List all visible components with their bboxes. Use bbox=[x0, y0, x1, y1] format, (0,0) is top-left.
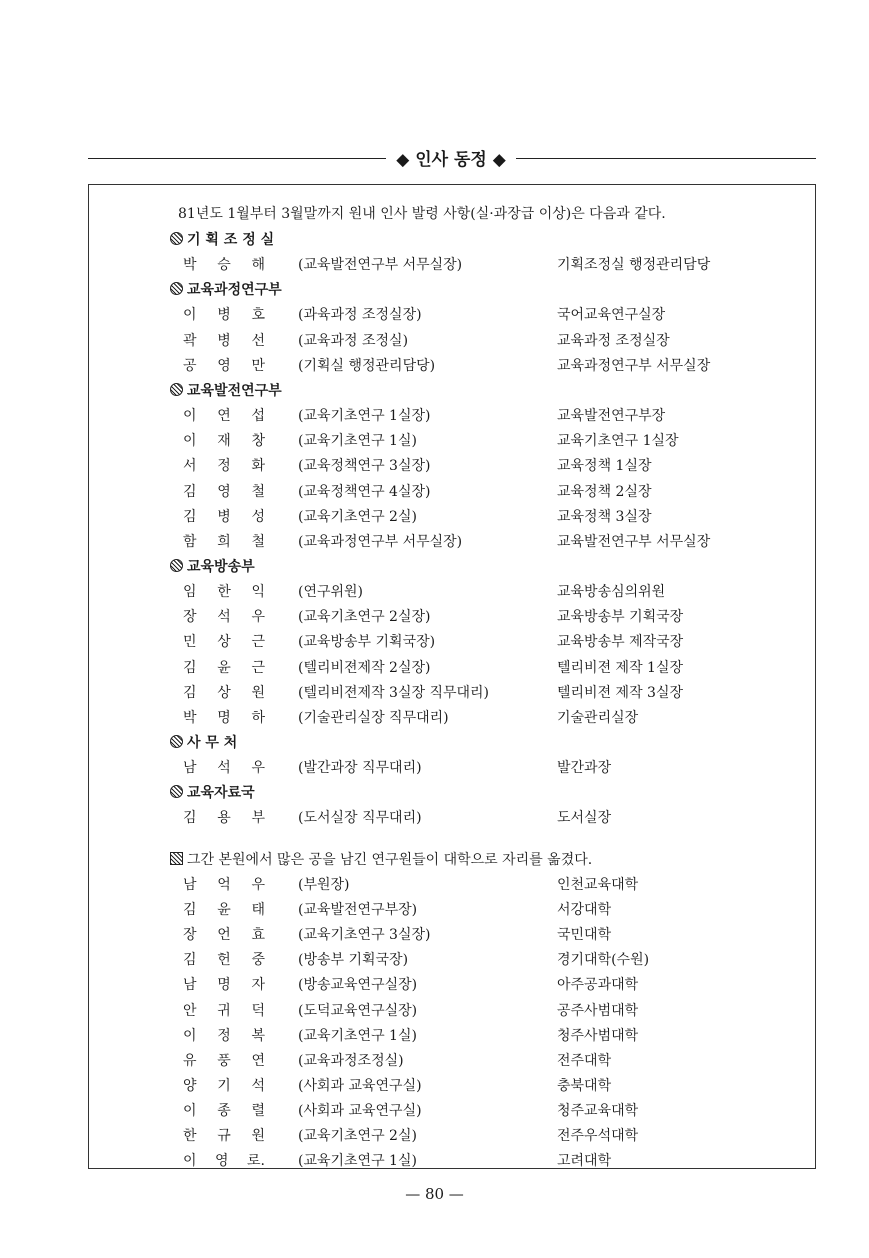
circle-bullet-icon bbox=[170, 785, 183, 798]
previous-position: (교육기초연구 1실) bbox=[298, 1027, 417, 1044]
new-position: 교육방송부 제작국장 bbox=[557, 634, 684, 651]
new-position: 전주우석대학 bbox=[557, 1128, 639, 1145]
new-position: 기획조정실 행정관리담당 bbox=[557, 257, 711, 274]
previous-position: (교육과정연구부 서무실장) bbox=[298, 533, 463, 550]
previous-position: (방송부 기획국장) bbox=[298, 952, 409, 969]
person-name: 민 상 근 bbox=[183, 634, 265, 651]
new-position: 교육정책 1실장 bbox=[557, 458, 652, 475]
new-position: 도서실장 bbox=[557, 810, 612, 827]
new-position: 기술관리실장 bbox=[557, 709, 639, 726]
person-name: 안 귀 덕 bbox=[183, 1002, 265, 1019]
previous-position: (교육정책연구 4실장) bbox=[298, 483, 431, 500]
heading-label: 교육과정연구부 bbox=[187, 282, 282, 299]
section-heading bbox=[170, 555, 255, 579]
previous-position: (교육발전연구부장) bbox=[298, 901, 418, 918]
circle-bullet-icon bbox=[170, 559, 183, 572]
previous-position: (기획실 행정관리담당) bbox=[298, 357, 436, 374]
intro-text: 81년도 1월부터 3월말까지 원내 인사 발령 사항(실·과장급 이상)은 다음과 같다. bbox=[178, 206, 666, 222]
new-position: 청주교육대학 bbox=[557, 1103, 639, 1120]
person-name: 이 연 섭 bbox=[183, 408, 265, 425]
previous-position: (교육과정조정실) bbox=[298, 1052, 404, 1069]
new-position: 교육과정 조정실장 bbox=[557, 332, 670, 349]
circle-bullet-icon bbox=[170, 282, 183, 295]
square-bullet-icon bbox=[170, 852, 183, 865]
person-name: 유 풍 연 bbox=[183, 1052, 265, 1069]
previous-position: (과육과정 조정실장) bbox=[298, 307, 422, 324]
new-position: 교육정책 2실장 bbox=[557, 483, 652, 500]
person-name: 김 상 원 bbox=[183, 684, 265, 701]
previous-position: (교육기초연구 2실장) bbox=[298, 609, 431, 626]
new-position: 경기대학(수원) bbox=[557, 952, 650, 969]
page-title: ◆ 인사 동정 ◆ bbox=[396, 150, 506, 170]
previous-position: (사회과 교육연구실) bbox=[298, 1077, 422, 1094]
previous-position: (부원장) bbox=[298, 876, 350, 893]
person-name: 장 석 우 bbox=[183, 609, 265, 626]
new-position: 인천교육대학 bbox=[557, 876, 639, 893]
heading-label: 교육발전연구부 bbox=[187, 382, 282, 399]
new-position: 충북대학 bbox=[557, 1077, 612, 1094]
circle-bullet-icon bbox=[170, 383, 183, 396]
person-name: 곽 병 선 bbox=[183, 332, 265, 349]
previous-position: (도서실장 직무대리) bbox=[298, 810, 422, 827]
person-name: 김 영 철 bbox=[183, 483, 265, 500]
new-position: 청주사범대학 bbox=[557, 1027, 639, 1044]
page-number: — 80 — bbox=[405, 1185, 464, 1203]
new-position: 국어교육연구실장 bbox=[557, 307, 666, 324]
previous-position: (교육기초연구 2실) bbox=[298, 508, 417, 525]
previous-position: (교육발전연구부 서무실장) bbox=[298, 257, 463, 274]
person-name: 남 명 자 bbox=[183, 977, 265, 994]
person-name: 이 재 창 bbox=[183, 433, 265, 450]
new-position: 국민대학 bbox=[557, 927, 612, 944]
section-heading bbox=[170, 228, 274, 252]
new-position: 발간과장 bbox=[557, 760, 612, 777]
new-position: 텔리비젼 제작 1실장 bbox=[557, 659, 683, 676]
new-position: 아주공과대학 bbox=[557, 977, 639, 994]
previous-position: (텔리비젼제작 3실장 직무대리) bbox=[298, 684, 490, 701]
person-name: 이 종 렬 bbox=[183, 1103, 265, 1120]
section-heading bbox=[170, 379, 282, 403]
heading-label: 기 획 조 정 실 bbox=[187, 232, 275, 248]
previous-position: (교육기초연구 3실장) bbox=[298, 927, 431, 944]
new-position: 텔리비젼 제작 3실장 bbox=[557, 684, 683, 701]
person-name: 박 명 하 bbox=[183, 709, 265, 726]
previous-position: (기술관리실장 직무대리) bbox=[298, 709, 449, 726]
previous-position: (연구위원) bbox=[298, 584, 364, 601]
person-name: 서 정 화 bbox=[183, 458, 265, 475]
heading-label: 교육자료국 bbox=[187, 785, 255, 802]
notice-heading bbox=[170, 848, 592, 872]
person-name: 이 정 복 bbox=[183, 1027, 265, 1044]
person-name: 함 희 철 bbox=[183, 533, 265, 550]
header-rule-left bbox=[88, 158, 386, 159]
previous-position: (교육기초연구 1실) bbox=[298, 433, 417, 450]
previous-position: (방송교육연구실장) bbox=[298, 977, 418, 994]
person-name: 남 석 우 bbox=[183, 760, 265, 777]
person-name: 장 언 효 bbox=[183, 927, 265, 944]
person-name: 김 병 성 bbox=[183, 508, 265, 525]
person-name: 박 승 해 bbox=[183, 257, 265, 274]
new-position: 교육방송부 기획국장 bbox=[557, 609, 684, 626]
new-position: 전주대학 bbox=[557, 1052, 612, 1069]
previous-position: (교육기초연구 1실) bbox=[298, 1153, 417, 1170]
circle-bullet-icon bbox=[170, 232, 183, 245]
person-name: 남 억 우 bbox=[183, 876, 265, 893]
previous-position: (교육정책연구 3실장) bbox=[298, 458, 431, 475]
new-position: 고려대학 bbox=[557, 1153, 612, 1170]
person-name: 김 윤 근 bbox=[183, 659, 265, 676]
person-name: 임 한 익 bbox=[183, 584, 265, 601]
previous-position: (교육기초연구 1실장) bbox=[298, 408, 431, 425]
heading-label: 사 무 처 bbox=[187, 735, 238, 751]
person-name: 김 윤 태 bbox=[183, 901, 265, 918]
new-position: 서강대학 bbox=[557, 901, 612, 918]
new-position: 교육발전연구부장 bbox=[557, 408, 666, 425]
person-name: 이 영 로. bbox=[183, 1153, 265, 1170]
new-position: 교육발전연구부 서무실장 bbox=[557, 533, 711, 550]
person-name: 김 헌 중 bbox=[183, 952, 265, 969]
circle-bullet-icon bbox=[170, 735, 183, 748]
person-name: 김 용 부 bbox=[183, 810, 265, 827]
previous-position: (발간과장 직무대리) bbox=[298, 760, 422, 777]
previous-position: (교육기초연구 2실) bbox=[298, 1128, 417, 1145]
previous-position: (교육과정 조정실) bbox=[298, 332, 409, 349]
new-position: 교육과정연구부 서무실장 bbox=[557, 357, 711, 374]
new-position: 교육방송심의위원 bbox=[557, 584, 666, 601]
section-heading bbox=[170, 278, 282, 302]
heading-label: 그간 본원에서 많은 공을 남긴 연구원들이 대학으로 자리를 옮겼다. bbox=[187, 851, 593, 868]
new-position: 교육정책 3실장 bbox=[557, 508, 652, 525]
person-name: 한 규 원 bbox=[183, 1128, 265, 1145]
person-name: 공 영 만 bbox=[183, 357, 265, 374]
section-heading bbox=[170, 731, 237, 755]
person-name: 이 병 호 bbox=[183, 307, 265, 324]
person-name: 양 기 석 bbox=[183, 1077, 265, 1094]
previous-position: (텔리비젼제작 2실장) bbox=[298, 659, 431, 676]
new-position: 교육기초연구 1실장 bbox=[557, 433, 679, 450]
heading-label: 교육방송부 bbox=[187, 558, 255, 575]
previous-position: (도덕교육연구실장) bbox=[298, 1002, 418, 1019]
new-position: 공주사범대학 bbox=[557, 1002, 639, 1019]
section-header bbox=[88, 143, 816, 173]
previous-position: (교육방송부 기획국장) bbox=[298, 634, 436, 651]
header-rule-right bbox=[516, 158, 816, 159]
previous-position: (사회과 교육연구실) bbox=[298, 1103, 422, 1120]
section-heading bbox=[170, 781, 255, 805]
